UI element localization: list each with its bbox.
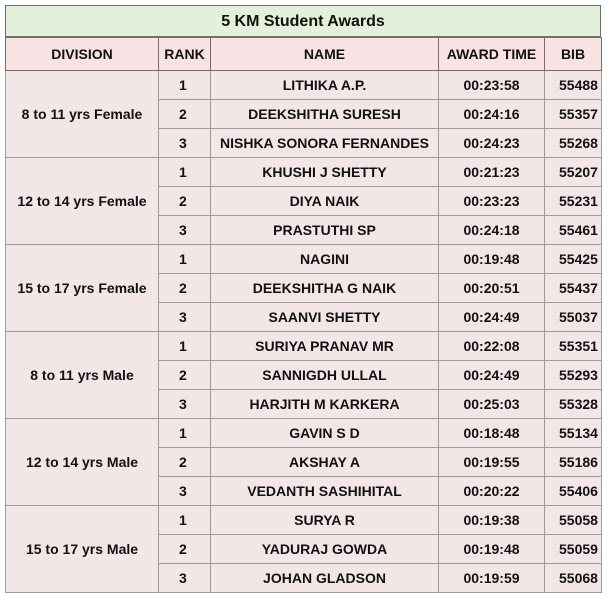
table-body (6, 71, 602, 593)
division-cell: 15 to 17 yrs Female (6, 245, 159, 332)
table-row (6, 245, 602, 274)
rank-cell: 3 (159, 129, 211, 158)
rank-cell: 3 (159, 390, 211, 419)
rank-cell: 2 (159, 274, 211, 303)
bib-cell: 55268 (545, 129, 602, 158)
table-row (6, 158, 602, 187)
name-cell: NAGINI (211, 245, 439, 274)
table-row (6, 71, 602, 100)
rank-cell: 1 (159, 506, 211, 535)
rank-cell: 3 (159, 216, 211, 245)
bib-cell: 55134 (545, 419, 602, 448)
bib-cell: 55425 (545, 245, 602, 274)
name-cell: VEDANTH SASHIHITAL (211, 477, 439, 506)
column-header-bib: BIB (545, 38, 602, 71)
award-time-cell: 00:19:59 (439, 564, 545, 593)
table-row (6, 506, 602, 535)
name-cell: DEEKSHITHA G NAIK (211, 274, 439, 303)
division-cell: 8 to 11 yrs Female (6, 71, 159, 158)
name-cell: SANNIGDH ULLAL (211, 361, 439, 390)
header-row (6, 38, 602, 71)
rank-cell: 3 (159, 303, 211, 332)
award-time-cell: 00:18:48 (439, 419, 545, 448)
name-cell: GAVIN S D (211, 419, 439, 448)
bib-cell: 55058 (545, 506, 602, 535)
bib-cell: 55461 (545, 216, 602, 245)
award-time-cell: 00:23:58 (439, 71, 545, 100)
name-cell: SURIYA PRANAV MR (211, 332, 439, 361)
award-time-cell: 00:24:18 (439, 216, 545, 245)
award-time-cell: 00:22:08 (439, 332, 545, 361)
bib-cell: 55037 (545, 303, 602, 332)
bib-cell: 55488 (545, 71, 602, 100)
award-time-cell: 00:19:48 (439, 245, 545, 274)
name-cell: AKSHAY A (211, 448, 439, 477)
bib-cell: 55059 (545, 535, 602, 564)
bib-cell: 55231 (545, 187, 602, 216)
table-row (6, 419, 602, 448)
column-header-rank: RANK (159, 38, 211, 71)
division-cell: 12 to 14 yrs Female (6, 158, 159, 245)
name-cell: SAANVI SHETTY (211, 303, 439, 332)
award-time-cell: 00:19:55 (439, 448, 545, 477)
rank-cell: 3 (159, 564, 211, 593)
sheet-title: 5 KM Student Awards (5, 5, 601, 37)
table-header (6, 38, 602, 71)
award-time-cell: 00:19:48 (439, 535, 545, 564)
name-cell: JOHAN GLADSON (211, 564, 439, 593)
column-header-name: NAME (211, 38, 439, 71)
name-cell: NISHKA SONORA FERNANDES (211, 129, 439, 158)
rank-cell: 2 (159, 187, 211, 216)
column-header-award-time: AWARD TIME (439, 38, 545, 71)
name-cell: DEEKSHITHA SURESH (211, 100, 439, 129)
column-header-division: DIVISION (6, 38, 159, 71)
bib-cell: 55207 (545, 158, 602, 187)
rank-cell: 3 (159, 477, 211, 506)
bib-cell: 55068 (545, 564, 602, 593)
award-time-cell: 00:24:49 (439, 303, 545, 332)
table-row (6, 332, 602, 361)
bib-cell: 55328 (545, 390, 602, 419)
award-time-cell: 00:24:23 (439, 129, 545, 158)
award-time-cell: 00:23:23 (439, 187, 545, 216)
division-cell: 8 to 11 yrs Male (6, 332, 159, 419)
award-time-cell: 00:24:16 (439, 100, 545, 129)
bib-cell: 55437 (545, 274, 602, 303)
rank-cell: 2 (159, 100, 211, 129)
awards-sheet (5, 5, 601, 593)
rank-cell: 1 (159, 419, 211, 448)
awards-table (5, 37, 602, 593)
bib-cell: 55351 (545, 332, 602, 361)
rank-cell: 2 (159, 448, 211, 477)
rank-cell: 1 (159, 158, 211, 187)
award-time-cell: 00:20:22 (439, 477, 545, 506)
bib-cell: 55357 (545, 100, 602, 129)
rank-cell: 2 (159, 361, 211, 390)
rank-cell: 1 (159, 332, 211, 361)
bib-cell: 55293 (545, 361, 602, 390)
name-cell: KHUSHI J SHETTY (211, 158, 439, 187)
name-cell: SURYA R (211, 506, 439, 535)
name-cell: DIYA NAIK (211, 187, 439, 216)
name-cell: PRASTUTHI SP (211, 216, 439, 245)
division-cell: 12 to 14 yrs Male (6, 419, 159, 506)
bib-cell: 55406 (545, 477, 602, 506)
bib-cell: 55186 (545, 448, 602, 477)
award-time-cell: 00:24:49 (439, 361, 545, 390)
award-time-cell: 00:25:03 (439, 390, 545, 419)
rank-cell: 1 (159, 245, 211, 274)
name-cell: HARJITH M KARKERA (211, 390, 439, 419)
award-time-cell: 00:21:23 (439, 158, 545, 187)
name-cell: YADURAJ GOWDA (211, 535, 439, 564)
award-time-cell: 00:20:51 (439, 274, 545, 303)
name-cell: LITHIKA A.P. (211, 71, 439, 100)
rank-cell: 2 (159, 535, 211, 564)
award-time-cell: 00:19:38 (439, 506, 545, 535)
division-cell: 15 to 17 yrs Male (6, 506, 159, 593)
rank-cell: 1 (159, 71, 211, 100)
